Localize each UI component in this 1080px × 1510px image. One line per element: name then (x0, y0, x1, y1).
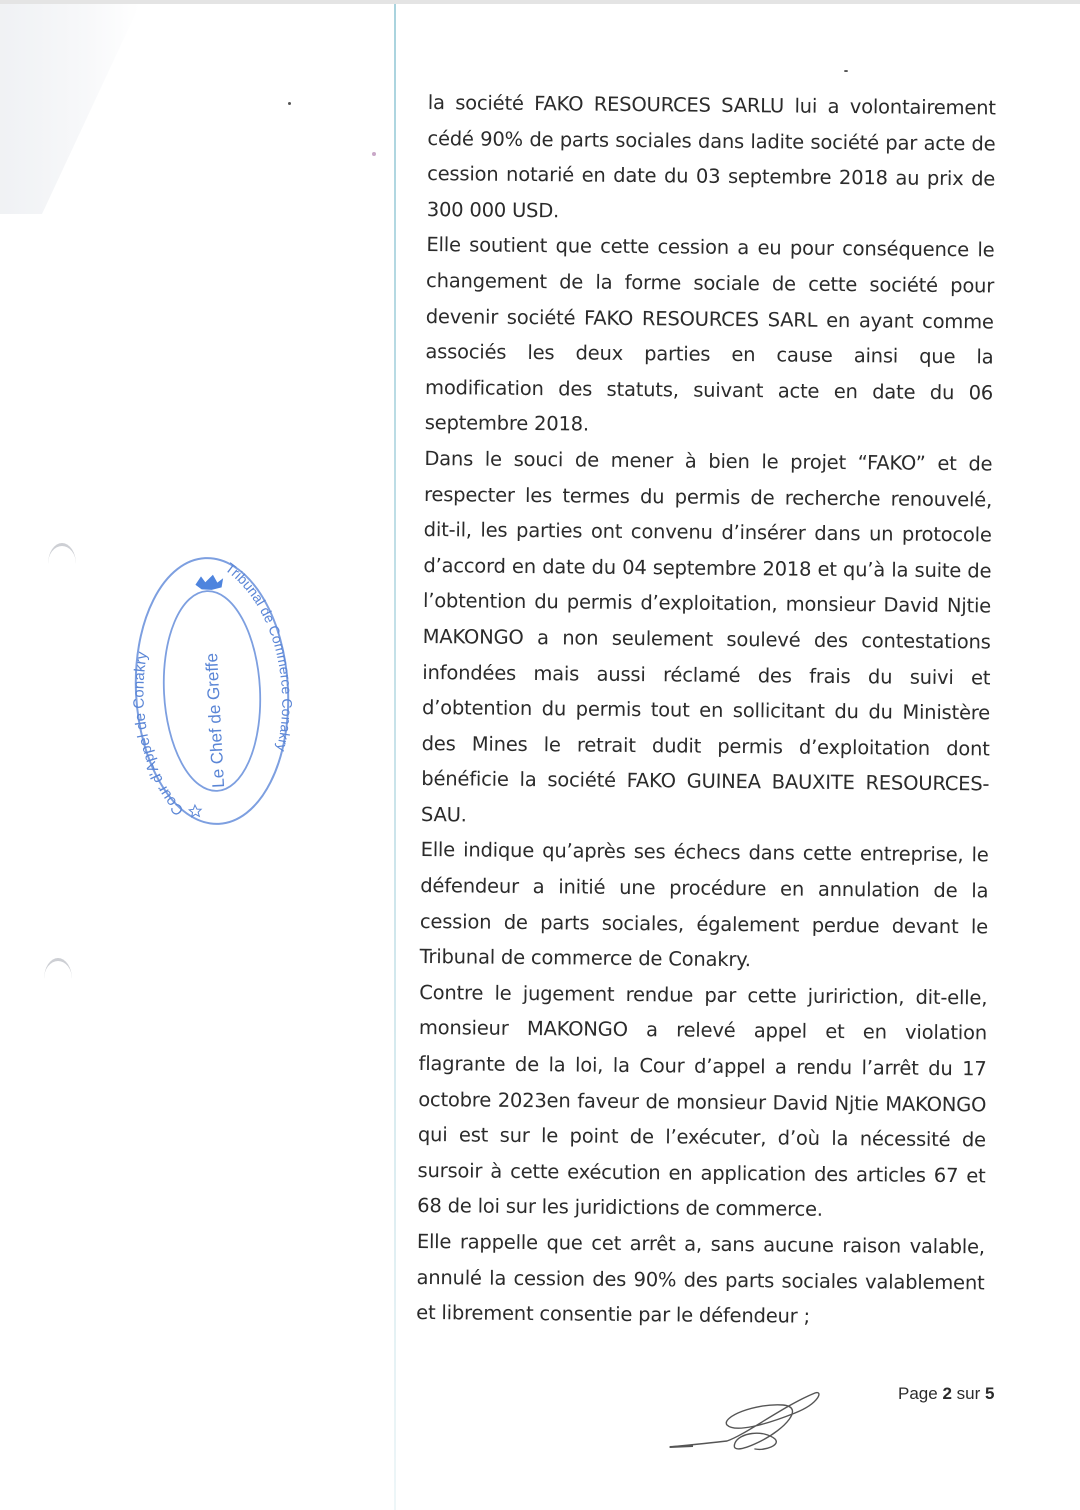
punch-hole-mark (44, 958, 72, 979)
paragraph: Dans le souci de mener à bien le projet “FAKO” et de respecter les termes du permis de recherche renouvelé, dit-il, les parties ont convenu d’insérer dans un protocole d’accord en date du 04 septembre 2018 et qu’à la suite de l’obtention du permis d’exploitation, monsieur David Njtie MAKONGO a non seulement soulevé des contestations infondées mais aussi réclamé des frais du suivi et d’obtention du permis tout en sollicitant du du Ministère des Mines le retrait dudit permis d’exploitation dont bénéficie la société FAKO GUINEA BAUXITE RESOURCES-SAU. (420, 446, 993, 827)
paragraph: Contre le jugement rendue par cette juririction, dit-elle, monsieur MAKONGO a relevé appel et en violation flagrante de la loi, la Cour d’appel a rendu l’arrêt du 17 octobre 2023en faveur de monsieur David Njtie MAKONGO qui est sur le point de l’exécuter, d’où la nécessité de sursoir à cette exécution en application des articles 67 et 68 de loi sur les juridictions de commerce. (417, 980, 988, 1222)
stamp-outer-text-top: Cour d'Appel de Conakry (130, 650, 188, 819)
scan-top-band (0, 0, 1080, 4)
stamp-outer-text-right: Tribunal de Commerce Conakry (222, 559, 296, 754)
page-total: 5 (984, 1384, 995, 1403)
margin-line (394, 4, 396, 1510)
page-separator: sur (951, 1384, 985, 1403)
paragraph: Elle soutient que cette cession a eu pour conséquence le changement de la forme sociale de cette société pour devenir société FAKO RESOURCES SARL en ayant comme associés les deux parties en cause ainsi que la modification des statuts, suivant acte en date du 06 septembre 2018. (424, 233, 995, 436)
punch-hole-mark (48, 543, 76, 564)
paragraph: Elle indique qu’après ses échecs dans cette entreprise, le défendeur a initié une procédure en annulation de la cession de parts sociales, également perdue devant le Tribunal de commerce de Conakry. (419, 838, 989, 972)
paragraph: la société FAKO RESOURCES SARLU lui a volontairement cédé 90% de parts sociales dans ladite société par acte de cession notarié en date du 03 septembre 2018 au prix de 300 000 USD. (426, 90, 996, 223)
paragraph: Elle rappelle que cet arrêt a, sans aucune raison valable, annulé la cession des 90% des parts sociales valablement et librement consentie par le défendeur ; (416, 1229, 985, 1328)
court-stamp (124, 548, 300, 834)
stamp-emblem-icon (195, 574, 224, 590)
scan-speck (288, 102, 291, 105)
page-current: 2 (942, 1384, 952, 1403)
scan-shadow (0, 4, 140, 214)
stamp-center-text: Le Chef de Greffe (202, 652, 229, 789)
scan-speck (372, 152, 376, 156)
signature (665, 1385, 825, 1465)
page-prefix: Page (898, 1384, 943, 1403)
page-number (898, 1384, 994, 1404)
document-body (416, 85, 996, 1336)
scan-speck (844, 70, 848, 72)
